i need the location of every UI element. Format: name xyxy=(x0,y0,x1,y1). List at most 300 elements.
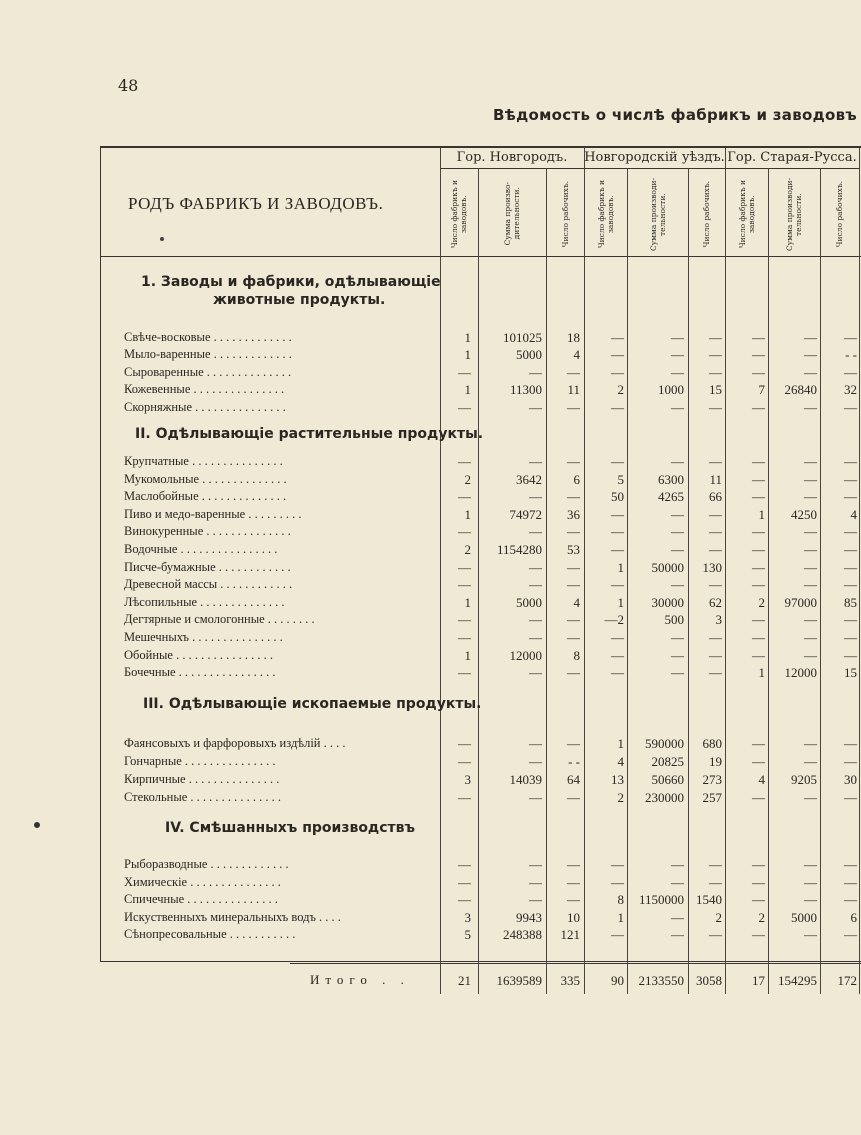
column-header xyxy=(693,172,721,256)
cell-value: — xyxy=(752,454,765,469)
column-header xyxy=(644,172,672,256)
table-row xyxy=(0,789,861,806)
cell-value: — xyxy=(844,927,857,942)
table-row xyxy=(0,453,861,470)
cell-value: — xyxy=(611,927,624,942)
cell-value: — xyxy=(844,560,857,575)
cell-value: 1 xyxy=(464,330,471,345)
cell-value: — xyxy=(567,560,580,575)
cell-value: — xyxy=(844,400,857,415)
cell-value: — xyxy=(611,875,624,890)
cell-value: — xyxy=(529,630,542,645)
cell-value: — xyxy=(844,365,857,380)
cell-value: 30 xyxy=(844,772,857,787)
row-label: Обойные . . . . . . . . . . . . . . . . xyxy=(124,648,273,662)
cell-value: — xyxy=(611,330,624,345)
cell-value: — xyxy=(671,857,684,872)
cell-value: — xyxy=(752,560,765,575)
cell-value: — xyxy=(567,857,580,872)
cell-value: — xyxy=(611,648,624,663)
cell-value: 17 xyxy=(752,973,765,988)
cell-value: — xyxy=(752,542,765,557)
table-row xyxy=(0,381,861,398)
cell-value: 53 xyxy=(567,542,580,557)
cell-value: — xyxy=(752,875,765,890)
cell-value: 13 xyxy=(611,772,624,787)
cell-value: 2 xyxy=(617,382,624,397)
cell-value: 6 xyxy=(850,910,857,925)
cell-value: — xyxy=(611,365,624,380)
column-header-text: Сумма производи- тельности. xyxy=(785,177,803,251)
table-row xyxy=(0,753,861,770)
cell-value: 2 xyxy=(715,910,722,925)
row-label: Дегтярные и смологонные . . . . . . . . xyxy=(124,612,315,626)
cell-value: — xyxy=(458,630,471,645)
cell-value: — xyxy=(458,524,471,539)
cell-value: — xyxy=(804,577,817,592)
cell-value: 10 xyxy=(567,910,580,925)
cell-value: — xyxy=(709,648,722,663)
cell-value: — xyxy=(709,330,722,345)
cell-value: 500 xyxy=(664,612,684,627)
cell-value: — xyxy=(529,790,542,805)
group-header: Гор. Старая-Русса. xyxy=(727,150,857,165)
cell-value: 257 xyxy=(702,790,722,805)
cell-value: 2 xyxy=(464,472,471,487)
cell-value: — xyxy=(611,400,624,415)
cell-value: — xyxy=(567,630,580,645)
cell-value: — xyxy=(844,472,857,487)
cell-value: 20825 xyxy=(651,754,684,769)
cell-value: — xyxy=(458,790,471,805)
cell-value: 335 xyxy=(560,973,580,988)
cell-value: 36 xyxy=(567,507,580,522)
column-header xyxy=(780,172,808,256)
table-row xyxy=(0,856,861,873)
cell-value: 50660 xyxy=(651,772,684,787)
row-label: Искуственныхъ минеральныхъ водъ . . . . xyxy=(124,910,341,924)
cell-value: — xyxy=(611,542,624,557)
row-label: Фаянсовыхъ и фарфоровыхъ издѣлій . . . . xyxy=(124,736,346,750)
cell-value: — xyxy=(709,875,722,890)
cell-value: — xyxy=(458,365,471,380)
cell-value: — xyxy=(671,910,684,925)
cell-value: 1 xyxy=(464,595,471,610)
total-top-rule xyxy=(290,963,861,964)
cell-value: 30000 xyxy=(651,595,684,610)
header-bottom-rule xyxy=(100,256,861,257)
cell-value: 18 xyxy=(567,330,580,345)
cell-value: — xyxy=(752,472,765,487)
cell-value: — xyxy=(567,489,580,504)
cell-value: - - xyxy=(568,754,580,769)
table-row xyxy=(0,891,861,908)
cell-value: — xyxy=(804,754,817,769)
column-header-text: Число рабочихъ. xyxy=(702,180,711,248)
column-header-text: Сумма произво- дительности. xyxy=(503,182,521,246)
cell-value: 4250 xyxy=(791,507,817,522)
cell-value: — xyxy=(671,630,684,645)
cell-value: 2133550 xyxy=(638,973,684,988)
cell-value: — xyxy=(458,754,471,769)
cell-value: 2 xyxy=(617,790,624,805)
total-row xyxy=(0,972,861,989)
cell-value: — xyxy=(671,665,684,680)
cell-value: 4 xyxy=(850,507,857,522)
cell-value: — xyxy=(458,857,471,872)
margin-mark xyxy=(34,822,40,828)
row-label: Крупчатные . . . . . . . . . . . . . . . xyxy=(124,454,283,468)
row-label: Свѣче-восковые . . . . . . . . . . . . . xyxy=(124,330,292,344)
cell-value: 3 xyxy=(464,910,471,925)
cell-value: — xyxy=(804,612,817,627)
cell-value: — xyxy=(529,754,542,769)
group-header-rule xyxy=(440,168,859,169)
cell-value: 121 xyxy=(560,927,580,942)
cell-value: — xyxy=(709,665,722,680)
cell-value: 26840 xyxy=(784,382,817,397)
cell-value: — xyxy=(567,790,580,805)
column-header xyxy=(551,172,579,256)
cell-value: — xyxy=(844,790,857,805)
cell-value: — xyxy=(458,489,471,504)
table-row xyxy=(0,506,861,523)
cell-value: 5 xyxy=(617,472,624,487)
cell-value: — xyxy=(752,577,765,592)
cell-value: — xyxy=(804,875,817,890)
cell-value: — xyxy=(709,542,722,557)
cell-value: — xyxy=(844,648,857,663)
cell-value: — xyxy=(752,612,765,627)
cell-value: — xyxy=(844,524,857,539)
table-row xyxy=(0,594,861,611)
cell-value: — xyxy=(611,524,624,539)
column-header xyxy=(826,172,854,256)
cell-value: 273 xyxy=(702,772,722,787)
cell-value: — xyxy=(671,330,684,345)
cell-value: 50000 xyxy=(651,560,684,575)
cell-value: 1 xyxy=(758,665,765,680)
cell-value: — xyxy=(804,790,817,805)
cell-value: — xyxy=(671,347,684,362)
column-header xyxy=(445,172,473,256)
cell-value: — xyxy=(671,365,684,380)
cell-value: — xyxy=(804,454,817,469)
running-title: Вѣдомость о числѣ фабрикъ и заводовъ xyxy=(493,106,857,124)
table-row xyxy=(0,364,861,381)
cell-value: — xyxy=(709,857,722,872)
cell-value: 11 xyxy=(567,382,580,397)
cell-value: — xyxy=(709,524,722,539)
row-label: Древесной массы . . . . . . . . . . . . xyxy=(124,577,293,591)
table-row xyxy=(0,664,861,681)
cell-value: 12000 xyxy=(509,648,542,663)
table-row xyxy=(0,909,861,926)
column-header-text: Число фабрикъ и заводовъ. xyxy=(596,179,615,249)
table-row xyxy=(0,611,861,628)
cell-value: 7 xyxy=(758,382,765,397)
cell-value: - - xyxy=(845,347,857,362)
cell-value: 2 xyxy=(758,910,765,925)
cell-value: 12000 xyxy=(784,665,817,680)
row-label: Сыроваренные . . . . . . . . . . . . . . xyxy=(124,365,292,379)
cell-value: — xyxy=(671,524,684,539)
row-label: Мукомольные . . . . . . . . . . . . . . xyxy=(124,472,287,486)
page-number: 48 xyxy=(118,76,139,95)
table-row xyxy=(0,735,861,752)
cell-value: — xyxy=(458,892,471,907)
row-label: Водочные . . . . . . . . . . . . . . . . xyxy=(124,542,278,556)
cell-value: 9943 xyxy=(516,910,542,925)
cell-value: — xyxy=(611,665,624,680)
cell-value: 5000 xyxy=(791,910,817,925)
cell-value: 15 xyxy=(844,665,857,680)
cell-value: 2 xyxy=(758,595,765,610)
cell-value: — xyxy=(804,542,817,557)
decorative-dot-mark xyxy=(160,237,164,241)
cell-value: — xyxy=(529,489,542,504)
cell-value: — xyxy=(752,736,765,751)
cell-value: — xyxy=(752,489,765,504)
group-header: Гор. Новгородъ. xyxy=(456,150,568,165)
cell-value: — xyxy=(567,875,580,890)
cell-value: 4 xyxy=(758,772,765,787)
cell-value: 97000 xyxy=(784,595,817,610)
cell-value: 1 xyxy=(464,347,471,362)
cell-value: 14039 xyxy=(509,772,542,787)
row-label: Мыло-варенные . . . . . . . . . . . . . xyxy=(124,347,292,361)
cell-value: — xyxy=(671,648,684,663)
cell-value: — xyxy=(671,577,684,592)
cell-value: 230000 xyxy=(645,790,684,805)
row-label: Мешечныхъ . . . . . . . . . . . . . . . xyxy=(124,630,283,644)
cell-value: 154295 xyxy=(778,973,817,988)
cell-value: — xyxy=(752,648,765,663)
cell-value: — xyxy=(458,612,471,627)
cell-value: 590000 xyxy=(645,736,684,751)
column-header xyxy=(498,172,526,256)
cell-value: — xyxy=(529,365,542,380)
table-row xyxy=(0,771,861,788)
cell-value: — xyxy=(804,524,817,539)
column-header-text: Сумма производи- тельности. xyxy=(648,177,667,251)
cell-value: 4 xyxy=(617,754,624,769)
cell-value: — xyxy=(804,472,817,487)
group-header: Новгородскій уѣздъ. xyxy=(584,150,725,165)
cell-value: — xyxy=(567,612,580,627)
cell-value: — xyxy=(804,927,817,942)
cell-value: 11300 xyxy=(509,382,542,397)
section-title: животные продукты. xyxy=(213,292,386,308)
cell-value: 1 xyxy=(464,382,471,397)
cell-value: 64 xyxy=(567,772,580,787)
table-row xyxy=(0,329,861,346)
row-label: Бочечные . . . . . . . . . . . . . . . . xyxy=(124,665,276,679)
cell-value: 8 xyxy=(573,648,580,663)
cell-value: 5 xyxy=(464,927,471,942)
table-row xyxy=(0,523,861,540)
cell-value: — xyxy=(752,365,765,380)
cell-value: 11 xyxy=(709,472,722,487)
cell-value: — xyxy=(844,454,857,469)
cell-value: 4 xyxy=(573,595,580,610)
section-title: II. Одѣлывающіе растительные продукты. xyxy=(135,426,484,442)
cell-value: — xyxy=(752,524,765,539)
cell-value: — xyxy=(844,875,857,890)
table-row xyxy=(0,488,861,505)
table-row xyxy=(0,647,861,664)
cell-value: — xyxy=(529,560,542,575)
cell-value: — xyxy=(611,347,624,362)
section-title: IV. Смѣшанныхъ производствъ xyxy=(165,820,416,836)
cell-value: 4 xyxy=(573,347,580,362)
column-header xyxy=(733,172,761,256)
cell-value: 5000 xyxy=(516,595,542,610)
cell-value: — xyxy=(567,665,580,680)
cell-value: — xyxy=(844,612,857,627)
table-row xyxy=(0,576,861,593)
cell-value: — xyxy=(804,648,817,663)
cell-value: — xyxy=(752,790,765,805)
cell-value: — xyxy=(611,857,624,872)
cell-value: — xyxy=(709,630,722,645)
cell-value: — xyxy=(709,347,722,362)
cell-value: — xyxy=(458,665,471,680)
cell-value: 4265 xyxy=(658,489,684,504)
cell-value: — xyxy=(752,630,765,645)
cell-value: — xyxy=(844,330,857,345)
cell-value: 85 xyxy=(844,595,857,610)
cell-value: 1154280 xyxy=(496,542,542,557)
table-row xyxy=(0,559,861,576)
row-label: Кожевенные . . . . . . . . . . . . . . . xyxy=(124,382,285,396)
cell-value: — xyxy=(611,630,624,645)
cell-value: 66 xyxy=(709,489,722,504)
cell-value: — xyxy=(529,665,542,680)
cell-value: — xyxy=(844,630,857,645)
cell-value: — xyxy=(458,875,471,890)
cell-value: — xyxy=(844,542,857,557)
cell-value: — xyxy=(844,754,857,769)
cell-value: 2 xyxy=(464,542,471,557)
column-header xyxy=(592,172,620,256)
table-top-rule xyxy=(100,146,861,148)
cell-value: — xyxy=(567,365,580,380)
cell-value: — xyxy=(804,400,817,415)
cell-value: — xyxy=(709,577,722,592)
cell-value: 1 xyxy=(617,560,624,575)
cell-value: 3 xyxy=(464,772,471,787)
cell-value: 3 xyxy=(715,612,722,627)
cell-value: 1 xyxy=(617,736,624,751)
cell-value: — xyxy=(752,892,765,907)
cell-value: 62 xyxy=(709,595,722,610)
row-label: Пиво и медо-варенные . . . . . . . . . xyxy=(124,507,302,521)
cell-value: — xyxy=(804,365,817,380)
cell-value: — xyxy=(709,454,722,469)
cell-value: 1 xyxy=(464,507,471,522)
row-label: Кирпичные . . . . . . . . . . . . . . . xyxy=(124,772,280,786)
cell-value: 3642 xyxy=(516,472,542,487)
cell-value: — xyxy=(529,857,542,872)
cell-value: 1 xyxy=(464,648,471,663)
column-header-text: Число фабрикъ и заводовъ. xyxy=(737,179,756,249)
cell-value: — xyxy=(844,736,857,751)
cell-value: 1 xyxy=(758,507,765,522)
cell-value: — xyxy=(529,875,542,890)
row-label: Сѣнопресовальные . . . . . . . . . . . xyxy=(124,927,296,941)
table-row xyxy=(0,399,861,416)
cell-value: 5000 xyxy=(516,347,542,362)
cell-value: — xyxy=(458,577,471,592)
cell-value: 1 xyxy=(617,910,624,925)
cell-value: 1150000 xyxy=(638,892,684,907)
cell-value: — xyxy=(752,400,765,415)
cell-value: 6 xyxy=(573,472,580,487)
cell-value: — xyxy=(671,542,684,557)
cell-value: — xyxy=(458,454,471,469)
cell-value: — xyxy=(804,347,817,362)
cell-value: — xyxy=(529,524,542,539)
cell-value: 8 xyxy=(617,892,624,907)
cell-value: — xyxy=(671,400,684,415)
cell-value: — xyxy=(844,892,857,907)
cell-value: — xyxy=(804,892,817,907)
cell-value: — xyxy=(671,927,684,942)
cell-value: 6300 xyxy=(658,472,684,487)
cell-value: — xyxy=(529,736,542,751)
cell-value: — xyxy=(611,454,624,469)
cell-value: — xyxy=(567,524,580,539)
row-label: Спичечные . . . . . . . . . . . . . . . xyxy=(124,892,278,906)
cell-value: — xyxy=(671,454,684,469)
cell-value: 101025 xyxy=(503,330,542,345)
cell-value: — xyxy=(804,736,817,751)
row-label: Маслобойные . . . . . . . . . . . . . . xyxy=(124,489,287,503)
cell-value: 50 xyxy=(611,489,624,504)
row-label: Писче-бумажные . . . . . . . . . . . . xyxy=(124,560,291,574)
cell-value: — xyxy=(804,489,817,504)
cell-value: 680 xyxy=(702,736,722,751)
row-label: Скорняжные . . . . . . . . . . . . . . . xyxy=(124,400,286,414)
table-bottom-rule xyxy=(100,961,861,962)
cell-value: 19 xyxy=(709,754,722,769)
cell-value: — xyxy=(671,875,684,890)
cell-value: 15 xyxy=(709,382,722,397)
cell-value: 3058 xyxy=(696,973,722,988)
table-row xyxy=(0,346,861,363)
row-label: Химическіе . . . . . . . . . . . . . . . xyxy=(124,875,281,889)
cell-value: — xyxy=(752,857,765,872)
column-header-text: Число фабрикъ и заводовъ. xyxy=(450,179,468,249)
cell-value: 1639589 xyxy=(496,973,542,988)
cell-value: 248388 xyxy=(503,927,542,942)
cell-value: — xyxy=(709,365,722,380)
cell-value: — xyxy=(458,400,471,415)
cell-value: — xyxy=(611,507,624,522)
cell-value: — xyxy=(611,577,624,592)
cell-value: — xyxy=(752,754,765,769)
cell-value: 90 xyxy=(611,973,624,988)
row-label: Лѣсопильные . . . . . . . . . . . . . . xyxy=(124,595,285,609)
cell-value: — xyxy=(752,927,765,942)
cell-value: — xyxy=(671,507,684,522)
cell-value: — xyxy=(752,330,765,345)
cell-value: — xyxy=(804,630,817,645)
cell-value: — xyxy=(458,736,471,751)
cell-value: — xyxy=(804,857,817,872)
cell-value: 1540 xyxy=(696,892,722,907)
